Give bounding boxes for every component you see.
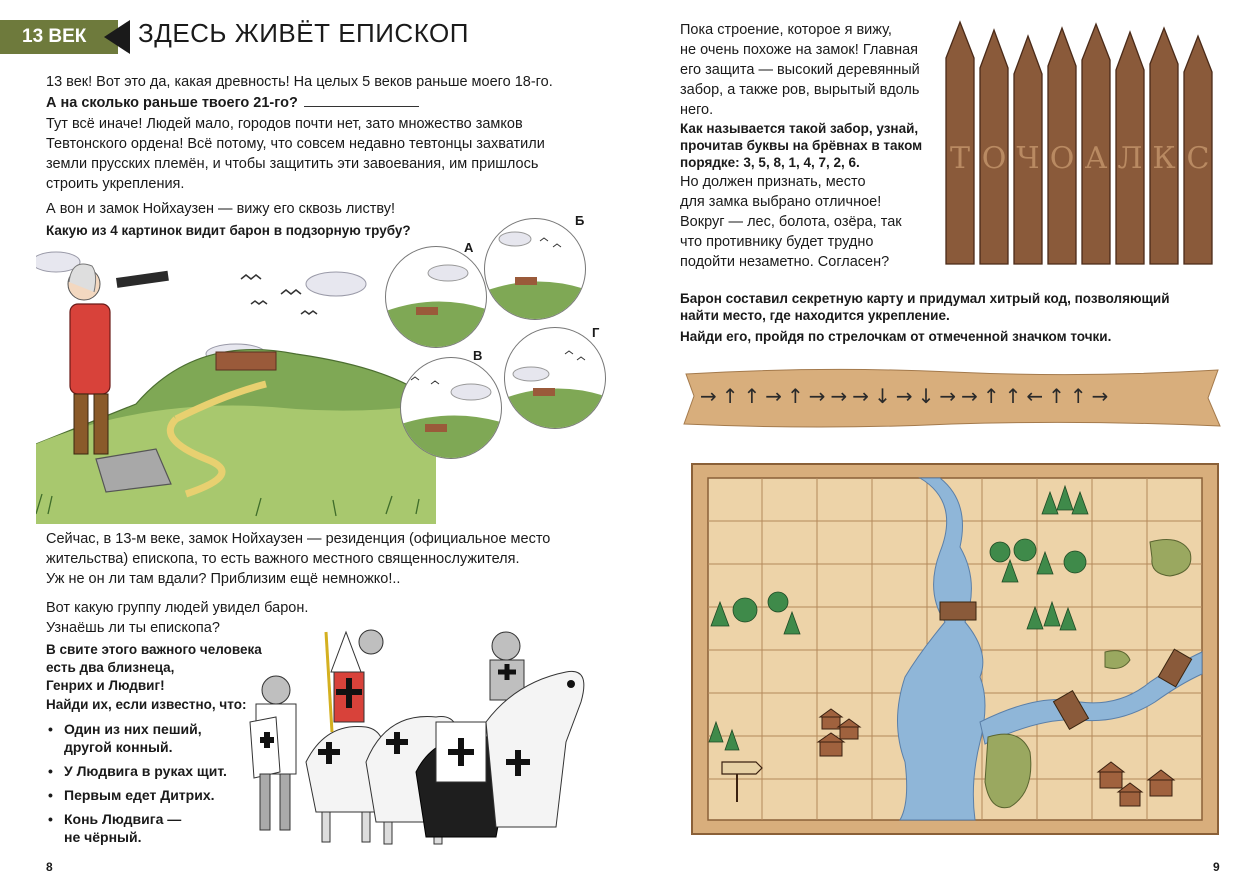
map-instruction: Найди его, пройдя по стрелочкам от отмеченной значком точки. [680, 329, 1112, 344]
place-line: для замка выбрано отличное! [680, 194, 882, 210]
bishop-line: Сейчас, в 13-м веке, замок Нойхаузен — резиденция (официальное место [46, 531, 551, 547]
page-title: ЗДЕСЬ ЖИВЁТ ЕПИСКОП [138, 18, 469, 48]
history-line: строить укрепления. [46, 176, 185, 192]
fence-letter: Т [949, 141, 971, 176]
place-line: Но должен признать, место [680, 174, 866, 190]
clue-item: • У Людвига в руках щит. [46, 762, 246, 780]
bishop-on-horse[interactable] [326, 632, 364, 732]
place-line: подойти незаметно. Согласен? [680, 254, 890, 270]
fence-letter: С [1186, 141, 1210, 176]
circle-label-d: Г [592, 325, 600, 340]
clue-item: • Первым едет Дитрих. [46, 786, 246, 804]
mounted-knight-3[interactable] [486, 632, 584, 827]
find-line: Найди их, если известно, что: [46, 697, 247, 712]
bishop-paragraph [46, 529, 606, 589]
option-b-view [485, 219, 585, 319]
spyglass-option-c[interactable] [400, 357, 502, 459]
intro-line: 13 век! Вот это да, какая древность! На целых 5 веков раньше моего 18-го. [46, 74, 553, 90]
twins-line: Генрих и Людвиг! [46, 678, 165, 693]
clue-list [46, 720, 246, 852]
twins-line: В свите этого важного человека [46, 642, 262, 657]
fence-letter: О [1049, 141, 1075, 176]
circle-label-b: Б [575, 213, 585, 228]
section-tag-arrow [104, 20, 130, 54]
option-c-view [401, 358, 501, 458]
place-line: что противнику будет трудно [680, 234, 874, 250]
page-number-right: 9 [1213, 860, 1220, 874]
place-paragraph [680, 172, 940, 272]
circle-label-c: В [473, 348, 483, 363]
map-intro-line: найти место, где находится укрепление. [680, 308, 950, 323]
intro-question: А на сколько раньше твоего 21-го? [46, 95, 298, 111]
history-line: Тевтонского ордена! Всё потому, что совсем недавно тевтонцы захватили [46, 136, 545, 152]
fence-question-line: Как называется такой забор, узнай, [680, 121, 919, 136]
knights-procession-illustration [236, 612, 606, 852]
map-intro [680, 290, 1180, 324]
secret-map [690, 462, 1220, 836]
option-a-view [386, 247, 486, 347]
palisade-fence-illustration [944, 18, 1214, 266]
bridge [940, 602, 976, 620]
place-line: Вокруг — лес, болота, озёра, так [680, 214, 902, 230]
twins-line: есть два близнеца, [46, 660, 175, 675]
spyglass-option-b[interactable] [484, 218, 586, 320]
arrow-code: →↑↑→↑→→→↓→↓→→↑↑←↑↑→ [700, 384, 1114, 408]
fence-question [680, 120, 950, 171]
spyglass-option-d[interactable] [504, 327, 606, 429]
group-line: Вот какую группу людей увидел барон. [46, 600, 309, 616]
history-line: земли прусских племён, и чтобы защитить эти завоевания, им пришлось [46, 156, 539, 172]
fence-letter: Ч [1016, 141, 1040, 176]
section-tag: 13 ВЕК [0, 20, 118, 54]
fence-letter: К [1152, 141, 1176, 176]
answer-blank[interactable] [304, 92, 419, 107]
clue-item: • Один из них пеший, другой конный. [46, 720, 246, 756]
fence-question-line: порядке: 3, 5, 8, 1, 4, 7, 2, 6. [680, 155, 860, 170]
fence-question-line: прочитав буквы на брёвнах в таком [680, 138, 923, 153]
spyglass-option-a[interactable] [385, 246, 487, 348]
map-intro-line: Барон составил секретную карту и придумал хитрый код, позволяющий [680, 291, 1170, 306]
group-line: Узнаёшь ли ты епископа? [46, 620, 220, 636]
castle-question: Какую из 4 картинок видит барон в подзорную трубу? [46, 223, 411, 238]
castle-line: А вон и замок Нойхаузен — вижу его сквозь листву! [46, 201, 396, 217]
twins-note [46, 641, 262, 695]
clue-item: • Конь Людвига — не чёрный. [46, 810, 246, 846]
circle-label-a: А [464, 240, 474, 255]
fence-intro-line: его защита — высокий деревянный [680, 62, 920, 78]
foot-knight[interactable] [250, 676, 296, 830]
fence-letter: О [981, 141, 1007, 176]
fence-letter: Л [1117, 141, 1143, 176]
history-line: Тут всё иначе! Людей мало, городов почти нет, зато множество замков [46, 116, 523, 132]
intro-block [46, 72, 606, 113]
option-d-view [505, 328, 605, 428]
fence-intro [680, 20, 940, 120]
bishop-line: жительства) епископа, то есть важного местного священнослужителя. [46, 551, 520, 567]
fence-intro-line: забор, а также ров, вырытый вдоль [680, 82, 920, 98]
fence-intro-line: не очень похоже на замок! Главная [680, 42, 919, 58]
history-paragraph [46, 114, 606, 194]
fence-letter: А [1084, 141, 1108, 176]
fence-intro-line: Пока строение, которое я вижу, [680, 22, 892, 38]
bishop-line: Уж не он ли там вдали? Приблизим ещё немножко!.. [46, 571, 401, 587]
page-number-left: 8 [46, 860, 53, 874]
baron-landscape-illustration [36, 244, 436, 524]
intro-question-row [46, 92, 606, 113]
fence-intro-line: него. [680, 102, 714, 118]
